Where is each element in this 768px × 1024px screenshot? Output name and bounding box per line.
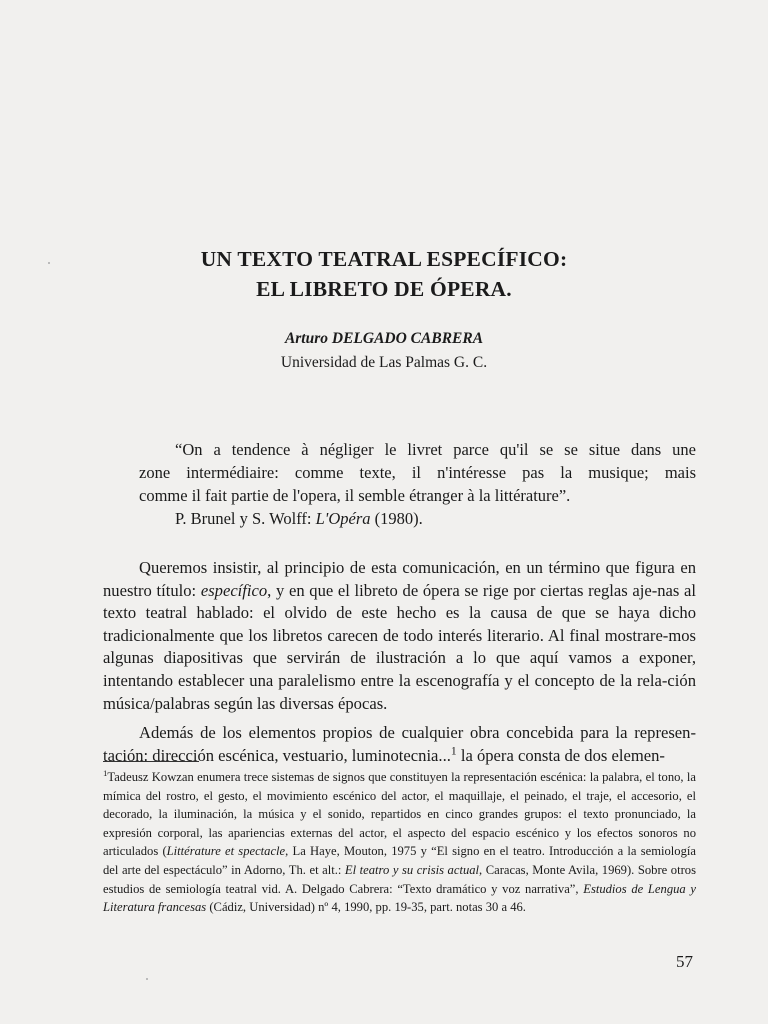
page-number: 57: [676, 952, 693, 971]
epigraph-attribution-year: (1980).: [370, 509, 423, 528]
epigraph-attribution-work: L'Opéra: [315, 509, 371, 528]
paragraph-1-text-start: Queremos insistir, al principio de esta comunicación, en un término que figura en nuestro título:: [103, 558, 696, 600]
footnote: [103, 768, 696, 917]
paragraph-1-emphasis: específico: [200, 580, 268, 600]
epigraph-line-2: zone intermédiaire: comme texte, il n'intéresse pas la musique; mais: [139, 463, 696, 482]
footnote-reference: 1: [450, 744, 457, 758]
footnote-cited-work-3: Estudios de Lengua y Literatura francesas: [103, 881, 697, 915]
paragraph-2-text-start: Además de los elementos propios de cualquier obra concebida para la represen-tación: dirección escénica, vestuario, luminotecnia...: [103, 723, 696, 765]
epigraph-attribution-authors: P. Brunel y S. Wolff:: [175, 509, 316, 528]
footnote-1: [103, 768, 696, 917]
body-paragraph-1: [103, 557, 696, 715]
footnote-marker: 1: [103, 767, 108, 778]
footnote-text-4: (Cádiz, Universidad) nº 4, 1990, pp. 19-35, part. notas 30 a 46.: [206, 900, 526, 915]
footnote-text-2: , La Haye, Mouton, 1975 y “El signo en el teatro. Introducción a la semiología del arte del espectáculo” in Adorno, Th. et alt.:: [103, 844, 696, 877]
author-name: Arturo DELGADO CABRERA: [284, 330, 484, 347]
paragraph-1-text-end: , y en que el libreto de ópera se rige por ciertas reglas aje-nas al texto teatral hablado: el olvido de este hecho es la causa de que se haya dicho tradicionalmente que los libretos carecen de todo interés literario. Al final mostrare-mos algunas diapositivas que servirán de ilustración a lo que aquí vamos a exponer, intentando establecer una paralelismo entre la escenografía y el concepto de la rela-ción música/palabras según las diversas épocas.: [103, 580, 696, 713]
article-title-line-1: UN TEXTO TEATRAL ESPECÍFICO:: [200, 247, 568, 271]
scan-speck: [48, 262, 50, 264]
epigraph-line-1: “On a tendence à négliger le livret parce qu'il se se situe dans une: [175, 440, 696, 459]
body-text: [103, 557, 696, 767]
epigraph-line-3: comme il fait partie de l'opera, il semble étranger à la littérature”.: [139, 486, 571, 505]
epigraph-attribution: [139, 507, 696, 530]
paragraph-2-text-end: la ópera consta de dos elemen-: [456, 745, 665, 765]
footnote-cited-work-1: Littérature et spectacle: [166, 844, 286, 859]
scan-speck: [146, 978, 148, 980]
epigraph: [139, 438, 696, 530]
footnote-text-1: Tadeusz Kowzan enumera trece sistemas de signos que constituyen la representación escénica: la palabra, el tono, la mímica del rostro, el gesto, el movimiento escénico del actor, el maquillaje, el peinado, el traje, el accesorio, el decorado, la iluminación, la música y el sonido, repartidos en cinco grandes grupos: el texto pronunciado, la expresión corporal, las apariencias externas del actor, el aspecto del espacio escénico y los efectos sonoros no articulados (: [103, 770, 696, 859]
footnote-cited-work-2: El teatro y su crisis actual: [344, 862, 480, 877]
article-title-line-2: EL LIBRETO DE ÓPERA.: [256, 277, 512, 301]
footnote-text-3: , Caracas, Monte Avila, 1969). Sobre otros estudios de semiología teatral vid. A. Delgado Cabrera: “Texto dramático y voz narrativa”,: [103, 862, 696, 896]
footnote-separator: [103, 761, 199, 762]
author-affiliation: Universidad de Las Palmas G. C.: [280, 354, 488, 371]
